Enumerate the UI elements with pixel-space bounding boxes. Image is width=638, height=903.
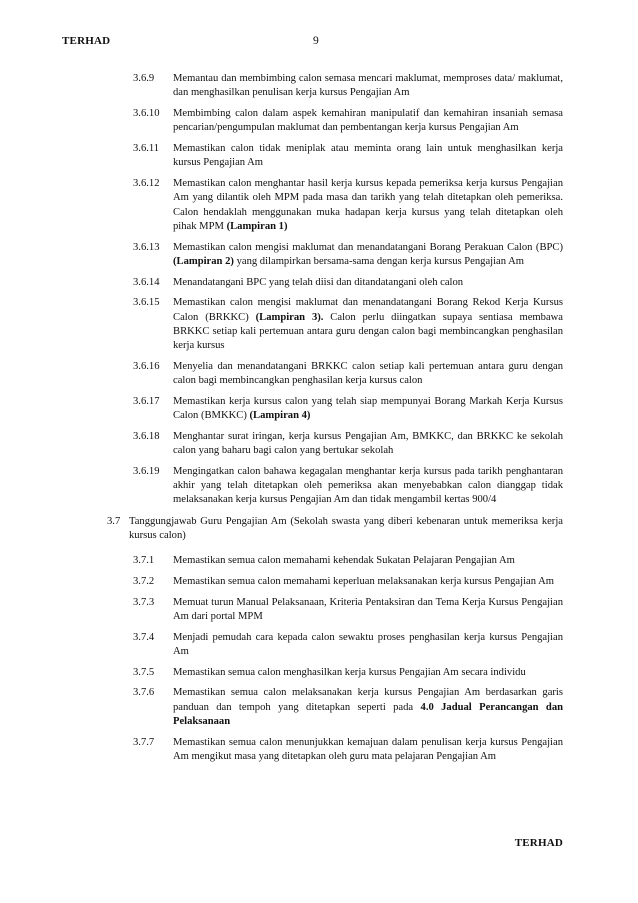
item-text: [173, 686, 563, 729]
item-text: [173, 596, 563, 625]
header-classification-label: TERHAD: [62, 35, 111, 47]
bold-reference: (Lampiran 2): [173, 255, 234, 267]
item-text: [173, 736, 563, 765]
page-number: 9: [313, 35, 319, 47]
item-text: [173, 107, 563, 136]
text-run: Menyelia dan menandatangani BRKKC calon setiap kali pertemuan antara guru dengan calon bagi membincangkan penghasilan kerja kursus calon: [173, 360, 563, 387]
item-number: 3.7.2: [133, 575, 155, 587]
item-number: 3.6.19: [133, 465, 160, 477]
item-number: 3.7.4: [133, 631, 155, 643]
list-item: [133, 395, 563, 424]
bold-reference: 4.0 Jadual Perancangan dan Pelaksanaan: [173, 701, 564, 727]
bold-reference: (Lampiran 4): [249, 410, 311, 422]
item-number: 3.6.12: [133, 177, 160, 189]
text-run: Memastikan calon mengisi maklumat dan menandatangani Borang Perakuan Calon (BPC): [173, 241, 563, 253]
item-text: [173, 430, 563, 459]
item-number: 3.7.1: [133, 555, 155, 567]
list-item: [133, 736, 563, 765]
item-text: [173, 465, 563, 508]
item-text: [173, 360, 563, 389]
item-number: 3.6.10: [133, 107, 160, 119]
item-number: 3.6.9: [133, 73, 155, 84]
responsibility-list-3-7: [0, 554, 638, 764]
item-text: [173, 241, 563, 270]
list-item: [133, 72, 563, 101]
list-item: [133, 575, 563, 589]
bold-reference: (Lampiran 1): [226, 220, 288, 232]
section-heading-3-7: [107, 515, 563, 544]
bold-reference: (Lampiran 3).: [255, 311, 324, 323]
list-item: [133, 465, 563, 508]
responsibility-list-3-6: [0, 72, 638, 508]
list-item: [133, 596, 563, 625]
text-run: Memastikan kerja kursus calon yang telah siap mempunyai Borang Markah Kerja Kursus Calon (BMKKC): [173, 395, 563, 422]
text-run: yang dilampirkan bersama-sama dengan kerja kursus Pengajian Am: [233, 255, 524, 267]
item-text: [173, 296, 563, 353]
item-number: 3.6.14: [133, 276, 160, 288]
list-item: [133, 360, 563, 389]
item-text: [173, 142, 563, 171]
list-item: [133, 631, 563, 660]
list-item: [133, 686, 563, 729]
list-item: [133, 276, 563, 290]
item-text: [173, 395, 563, 424]
list-item: [133, 430, 563, 459]
list-item: [133, 107, 563, 136]
list-item: [133, 177, 563, 234]
text-run: Calon perlu diingatkan supaya sentiasa membawa BRKKC setiap kali pertemuan antara guru dengan calon bagi membincangkan penghasilan kerja kursus: [173, 311, 563, 352]
footer-classification-label: TERHAD: [514, 837, 563, 849]
section-title: Tanggungjawab Guru Pengajian Am (Sekolah swasta yang diberi kebenaran untuk memeriksa kerja kursus calon): [129, 515, 563, 541]
list-item: [133, 241, 563, 270]
text-run: Menandatangani BPC yang telah diisi dan ditandatangani oleh calon: [173, 276, 464, 288]
list-item: [133, 666, 563, 680]
item-text: [173, 575, 563, 589]
document-body: [0, 72, 638, 771]
text-run: Memastikan calon tidak meniplak atau meminta orang lain untuk menghasilkan kerja kursus Pengajian Am: [173, 142, 563, 169]
text-run: Menghantar surat iringan, kerja kursus Pengajian Am, BMKKC, dan BRKKC ke sekolah calon yang baharu bagi calon yang bertukar sekolah: [173, 430, 563, 457]
list-item: [133, 142, 563, 171]
text-run: Menjadi pemudah cara kepada calon sewaktu proses penghasilan kerja kursus Pengajian Am: [173, 631, 563, 657]
section-number: 3.7: [107, 515, 121, 527]
text-run: Membimbing calon dalam aspek kemahiran manipulatif dan kemahiran insaniah semasa pencarian/pengumpulan maklumat dan pembentangan kerja kursus Pengajian Am: [173, 107, 563, 134]
item-text: [173, 177, 563, 234]
item-text: [173, 666, 563, 680]
text-run: Memastikan semua calon menunjukkan kemajuan dalam penulisan kerja kursus Pengajian Am mengikut masa yang ditetapkan oleh guru mata pelajaran Pengajian Am: [173, 736, 563, 762]
item-number: 3.7.3: [133, 596, 155, 608]
item-number: 3.7.5: [133, 666, 155, 678]
item-number: 3.6.13: [133, 241, 160, 253]
item-number: 3.7.6: [133, 687, 155, 699]
item-number: 3.6.16: [133, 360, 160, 372]
item-text: [173, 276, 563, 290]
text-run: Memastikan semua calon memahami kehendak Sukatan Pelajaran Pengajian Am: [173, 555, 515, 567]
list-item: [133, 554, 563, 568]
item-text: [173, 631, 563, 660]
text-run: Memuat turun Manual Pelaksanaan, Kriteria Pentaksiran dan Tema Kerja Kursus Pengajian Am dari portal MPM: [173, 596, 563, 622]
item-text: [173, 554, 563, 568]
list-item: [133, 296, 563, 353]
text-run: Memastikan semua calon memahami keperluan melaksanakan kerja kursus Pengajian Am: [173, 575, 554, 587]
text-run: Mengingatkan calon bahawa kegagalan menghantar kerja kursus pada tarikh penghantaran akhir yang telah ditetapkan oleh pemeriksa akan menyebabkan calon dianggap tidak melaksanakan kerja kursus Pengajian Am dan tidak mengambil kertas 900/4: [173, 465, 563, 506]
item-number: 3.7.7: [133, 736, 155, 748]
text-run: Memastikan calon mengisi maklumat dan menandatangani Borang Rekod Kerja Kursus Calon (BRKKC): [173, 297, 563, 323]
item-number: 3.6.11: [133, 142, 160, 154]
item-number: 3.6.17: [133, 395, 160, 407]
text-run: Memastikan semua calon melaksanakan kerja kursus Pengajian Am berdasarkan garis panduan dan tempoh yang ditetapkan seperti pada: [173, 687, 563, 713]
text-run: Memantau dan membimbing calon semasa mencari maklumat, memproses data/ maklumat, dan menghasilkan penulisan kerja kursus Pengajian Am: [173, 73, 563, 99]
item-number: 3.6.18: [133, 430, 160, 442]
item-number: 3.6.15: [133, 297, 160, 309]
text-run: Memastikan calon menghantar hasil kerja kursus kepada pemeriksa kerja kursus Pengajian Am yang dilantik oleh MPM pada masa dan tarikh yang telah ditetapkan oleh pemeriksa. Calon hendaklah menggunakan muka hadapan kerja kursus yang telah ditetapkan oleh pihak MPM: [173, 177, 563, 232]
text-run: Memastikan semua calon menghasilkan kerja kursus Pengajian Am secara individu: [173, 666, 526, 678]
item-text: [173, 72, 563, 101]
